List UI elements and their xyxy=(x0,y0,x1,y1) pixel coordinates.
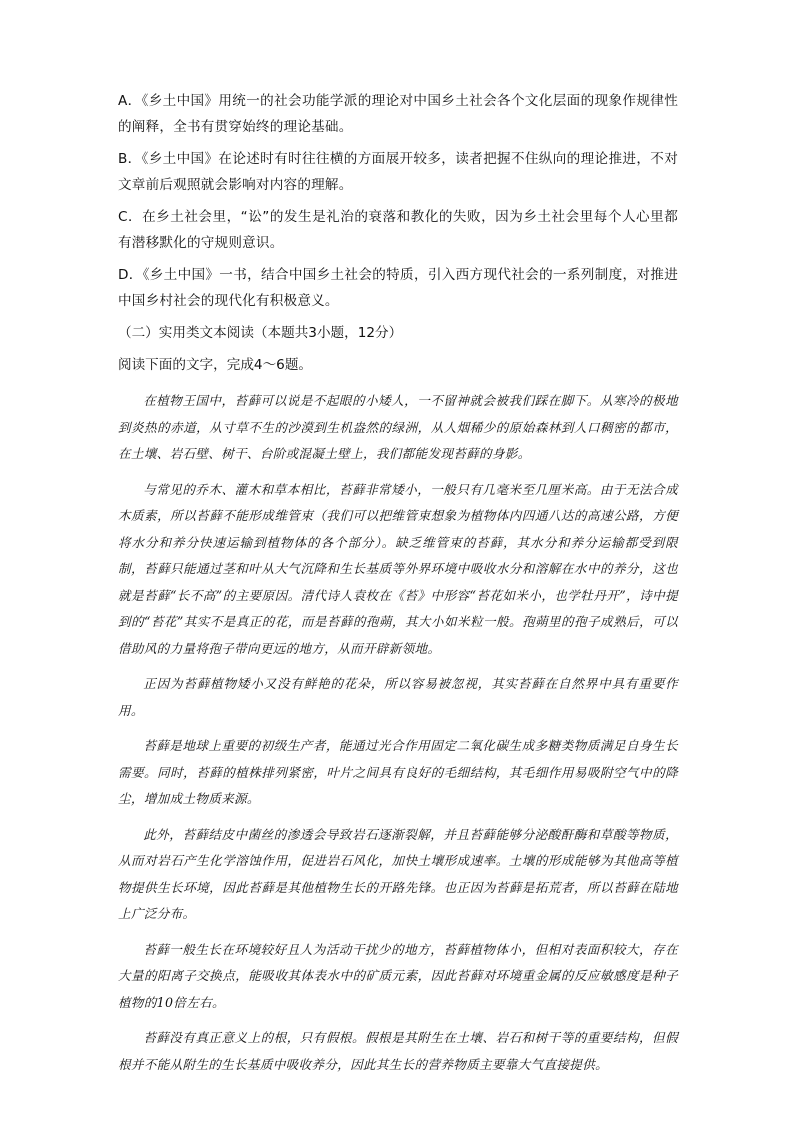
instruction: 阅读下面的文字，完成4～6题。 xyxy=(118,357,313,373)
section-title: （二）实用类文本阅读（本题共3小题，12分） xyxy=(118,325,403,341)
document-page xyxy=(118,88,678,1087)
option-d: D．《乡土中国》一书，结合中国乡土社会的特质，引入西方现代社会的一系列制度，对推进中国乡村社会的现代化有积极意义。 xyxy=(118,267,678,309)
passage-paragraph-6: 苔藓一般生长在环境较好且人为活动干扰少的地方，苔藓植物体小，但相对表面积较大，存在大量的阳离子交换点，能吸收其体表水中的矿质元素，因此苔藓对环境重金属的反应敏感度是种子植物的10倍左右。 xyxy=(118,941,678,1010)
passage-paragraph-5: 此外，苔藓结皮中菌丝的渗透会导致岩石逐渐裂解，并且苔藓能够分泌酸酐酶和草酸等物质，从而对岩石产生化学溶蚀作用，促进岩石风化，加快土壤形成速率。土壤的形成能够为其他高等植物提供生长环境，因此苔藓是其他植物生长的开路先锋。也正因为苔藓是拓荒者，所以苔藓在陆地上广泛分布。 xyxy=(118,826,678,921)
option-b: B．《乡土中国》在论述时有时往往横的方面展开较多，读者把握不住纵向的理论推进，不对文章前后观照就会影响对内容的理解。 xyxy=(118,151,678,193)
passage-paragraph-3: 正因为苔藓植物矮小又没有鲜艳的花朵，所以容易被忽视，其实苔藓在自然界中具有重要作用。 xyxy=(118,676,678,718)
option-c: C．在乡土社会里，“讼”的发生是礼治的衰落和教化的失败，因为乡土社会里每个人心里都有潜移默化的守规则意识。 xyxy=(118,209,678,251)
passage-paragraph-7: 苔藓没有真正意义上的根，只有假根。假根是其附生在土壤、岩石和树干等的重要结构，但假根并不能从附生的生长基质中吸收养分，因此其生长的营养物质主要靠大气直接提供。 xyxy=(118,1030,678,1072)
passage-paragraph-4: 苔藓是地球上重要的初级生产者，能通过光合作用固定二氧化碳生成多糖类物质满足自身生长需要。同时，苔藓的植株排列紧密，叶片之间具有良好的毛细结构，其毛细作用易吸附空气中的降尘，增加成土物质来源。 xyxy=(118,738,678,806)
passage-paragraph-2: 与常见的乔木、灌木和草本相比，苔藓非常矮小，一般只有几毫米至几厘米高。由于无法合成木质素，所以苔藓不能形成维管束（我们可以把维管束想象为植物体内四通八达的高速公路，方便将水分和养分快速运输到植物体的各个部分）。缺乏维管束的苔藓，其水分和养分运输都受到限制，苔藓只能通过茎和叶从大气沉降和生长基质等外界环境中吸收水分和溶解在水中的养分，这也就是苔藓“长不高”的主要原因。清代诗人袁枚在《苔》中形容“苔花如米小，也学牡丹开”，诗中提到的“苔花”其实不是真正的花，而是苔藓的孢蒴，其大小如米粒一般。孢蒴里的孢子成熟后，可以借助风的力量将孢子带向更远的地方，从而开辟新领地。 xyxy=(118,481,678,656)
passage-paragraph-1: 在植物王国中，苔藓可以说是不起眼的小矮人，一不留神就会被我们踩在脚下。从寒冷的极地到炎热的赤道，从寸草不生的沙漠到生机盎然的绿洲，从人烟稀少的原始森林到人口稠密的都市，在土壤、岩石壁、树干、台阶或混凝土壁上，我们都能发现苔藓的身影。 xyxy=(118,393,678,461)
option-a: A．《乡土中国》用统一的社会功能学派的理论对中国乡土社会各个文化层面的现象作规律性的阐释，全书有贯穿始终的理论基础。 xyxy=(118,93,678,135)
